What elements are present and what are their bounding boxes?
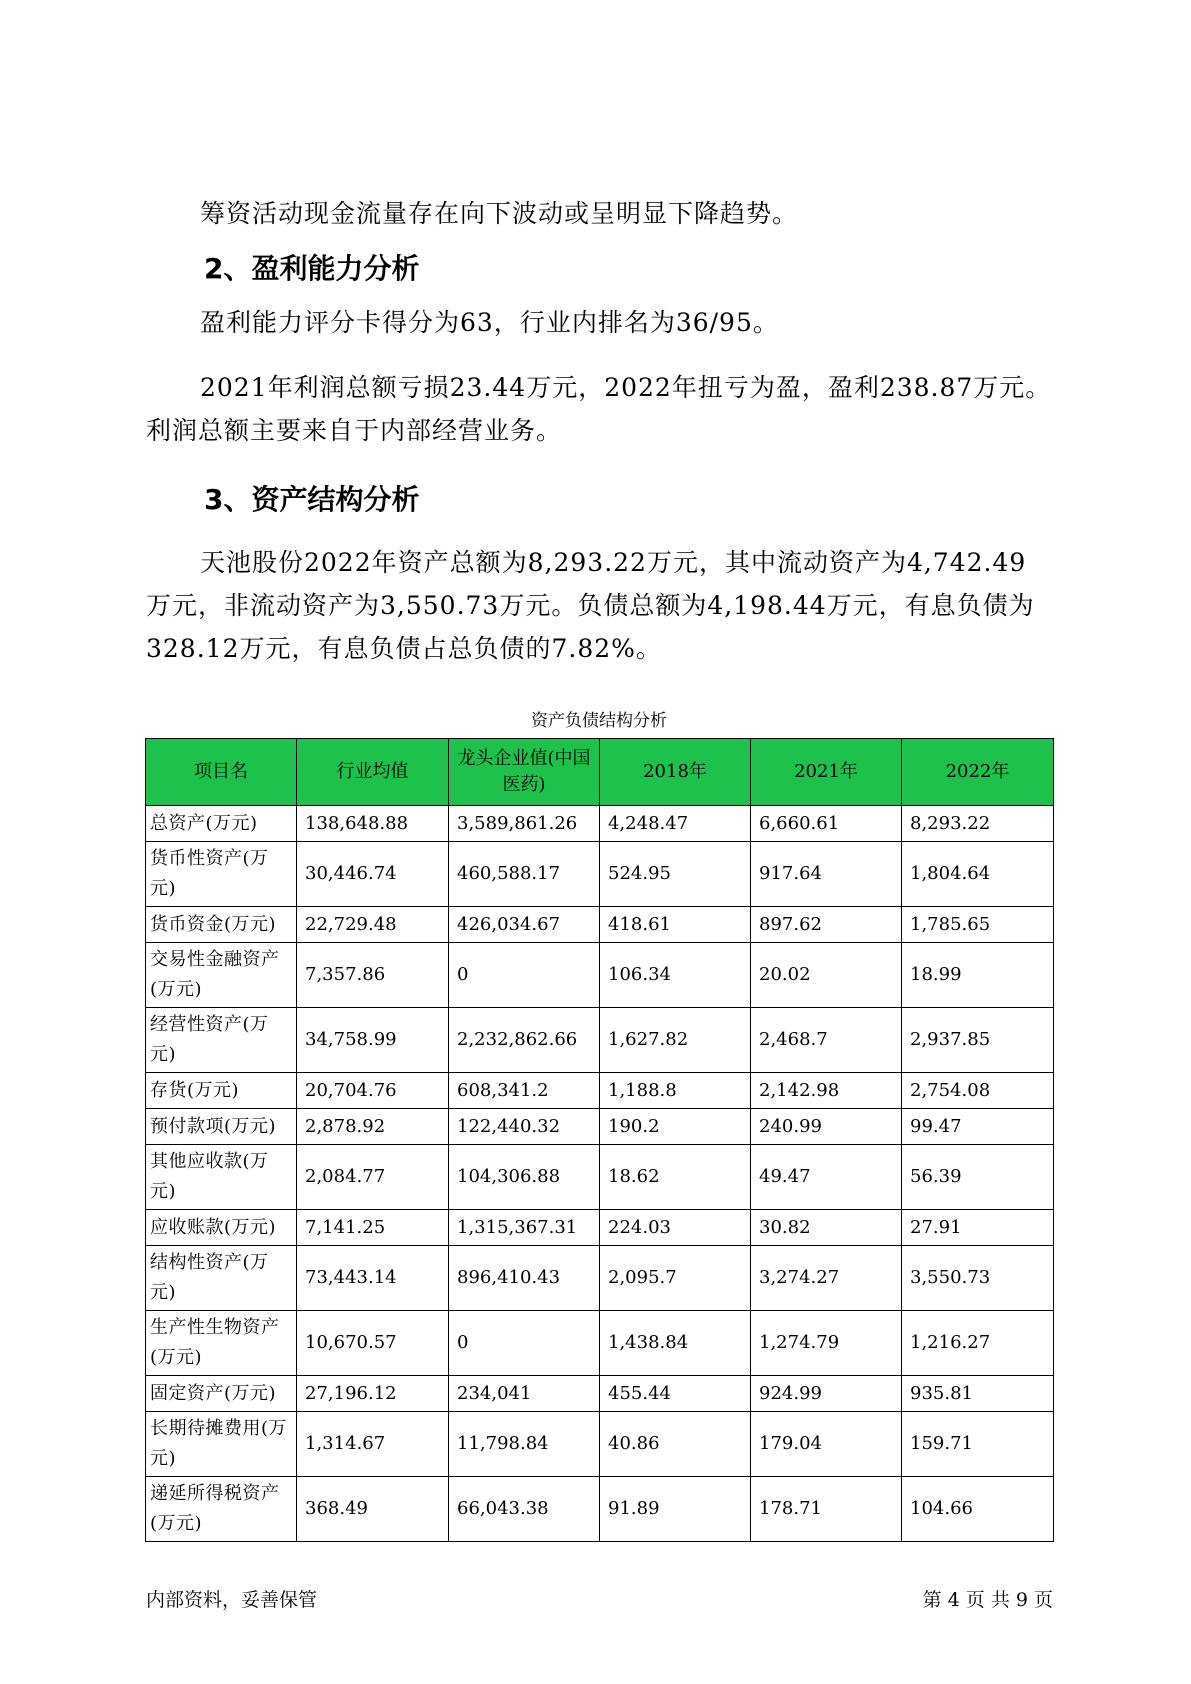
row-value-cell: 8,293.22 [902, 806, 1054, 842]
footer-confidential-note: 内部资料，妥善保管 [146, 1589, 318, 1611]
row-value-cell: 18.62 [600, 1145, 751, 1210]
paragraph-asset-detail: 天池股份2022年资产总额为8,293.22万元，其中流动资产为4,742.49万元，非流动资产为3,550.73万元。负债总额为4,198.44万元，有息负债为328.12万元，有息负债占总负债的7.82%。 [146, 548, 1035, 663]
row-value-cell: 2,142.98 [751, 1073, 902, 1109]
table-row [146, 806, 1054, 842]
row-value-cell: 27.91 [902, 1210, 1054, 1246]
row-value-cell: 190.2 [600, 1109, 751, 1145]
row-value-cell: 460,588.17 [449, 842, 600, 907]
row-item-name: 结构性资产(万元) [146, 1246, 297, 1311]
row-value-cell: 34,758.99 [297, 1008, 449, 1073]
row-value-cell: 18.99 [902, 943, 1054, 1008]
row-value-cell: 159.71 [902, 1412, 1054, 1477]
row-value-cell: 524.95 [600, 842, 751, 907]
row-item-name: 预付款项(万元) [146, 1109, 297, 1145]
row-value-cell: 240.99 [751, 1109, 902, 1145]
table-row [146, 1412, 1054, 1477]
table-header-row [146, 739, 1054, 806]
row-value-cell: 1,785.65 [902, 907, 1054, 943]
row-value-cell: 99.47 [902, 1109, 1054, 1145]
row-value-cell: 426,034.67 [449, 907, 600, 943]
row-value-cell: 30,446.74 [297, 842, 449, 907]
row-value-cell: 917.64 [751, 842, 902, 907]
paragraph-continuation: 筹资活动现金流量存在向下波动或呈明显下降趋势。 [200, 199, 799, 228]
row-value-cell: 73,443.14 [297, 1246, 449, 1311]
table-row [146, 1246, 1054, 1311]
row-item-name: 总资产(万元) [146, 806, 297, 842]
row-item-name: 交易性金融资产(万元) [146, 943, 297, 1008]
row-value-cell: 897.62 [751, 907, 902, 943]
row-value-cell: 935.81 [902, 1376, 1054, 1412]
row-value-cell: 455.44 [600, 1376, 751, 1412]
table-row [146, 1477, 1054, 1542]
row-value-cell: 0 [449, 1311, 600, 1376]
header-2022: 2022年 [902, 739, 1054, 806]
row-value-cell: 1,216.27 [902, 1311, 1054, 1376]
row-item-name: 递延所得税资产(万元) [146, 1477, 297, 1542]
row-item-name: 应收账款(万元) [146, 1210, 297, 1246]
row-value-cell: 3,589,861.26 [449, 806, 600, 842]
row-value-cell: 7,141.25 [297, 1210, 449, 1246]
row-value-cell: 66,043.38 [449, 1477, 600, 1542]
row-value-cell: 138,648.88 [297, 806, 449, 842]
row-value-cell: 106.34 [600, 943, 751, 1008]
row-value-cell: 122,440.32 [449, 1109, 600, 1145]
row-item-name: 生产性生物资产(万元) [146, 1311, 297, 1376]
row-value-cell: 20.02 [751, 943, 902, 1008]
table-row [146, 1109, 1054, 1145]
table-row [146, 1145, 1054, 1210]
row-value-cell: 924.99 [751, 1376, 902, 1412]
row-item-name: 货币资金(万元) [146, 907, 297, 943]
footer-page-number: 第 4 页 共 9 页 [922, 1589, 1053, 1611]
table-caption: 资产负债结构分析 [531, 711, 667, 731]
section-heading-profitability: 2、盈利能力分析 [204, 252, 420, 285]
paragraph-profit-score: 盈利能力评分卡得分为63，行业内排名为36/95。 [200, 308, 779, 337]
header-item-name: 项目名 [146, 739, 297, 806]
row-value-cell: 1,804.64 [902, 842, 1054, 907]
row-value-cell: 104,306.88 [449, 1145, 600, 1210]
table-row [146, 1073, 1054, 1109]
row-item-name: 固定资产(万元) [146, 1376, 297, 1412]
header-leader-value: 龙头企业值(中国医药) [449, 739, 600, 806]
table-row [146, 1008, 1054, 1073]
row-value-cell: 30.82 [751, 1210, 902, 1246]
row-item-name: 存货(万元) [146, 1073, 297, 1109]
row-item-name: 货币性资产(万元) [146, 842, 297, 907]
row-value-cell: 896,410.43 [449, 1246, 600, 1311]
row-value-cell: 91.89 [600, 1477, 751, 1542]
row-value-cell: 1,438.84 [600, 1311, 751, 1376]
row-value-cell: 178.71 [751, 1477, 902, 1542]
row-value-cell: 20,704.76 [297, 1073, 449, 1109]
row-value-cell: 49.47 [751, 1145, 902, 1210]
row-value-cell: 2,754.08 [902, 1073, 1054, 1109]
row-value-cell: 2,232,862.66 [449, 1008, 600, 1073]
row-value-cell: 3,274.27 [751, 1246, 902, 1311]
row-value-cell: 56.39 [902, 1145, 1054, 1210]
row-item-name: 长期待摊费用(万元) [146, 1412, 297, 1477]
row-value-cell: 608,341.2 [449, 1073, 600, 1109]
row-value-cell: 179.04 [751, 1412, 902, 1477]
table-row [146, 907, 1054, 943]
table-row [146, 1210, 1054, 1246]
header-2018: 2018年 [600, 739, 751, 806]
row-value-cell: 10,670.57 [297, 1311, 449, 1376]
row-value-cell: 1,315,367.31 [449, 1210, 600, 1246]
row-value-cell: 3,550.73 [902, 1246, 1054, 1311]
row-value-cell: 1,314.67 [297, 1412, 449, 1477]
row-value-cell: 2,937.85 [902, 1008, 1054, 1073]
row-value-cell: 11,798.84 [449, 1412, 600, 1477]
row-item-name: 经营性资产(万元) [146, 1008, 297, 1073]
row-value-cell: 6,660.61 [751, 806, 902, 842]
row-value-cell: 234,041 [449, 1376, 600, 1412]
section-heading-asset-structure: 3、资产结构分析 [204, 483, 420, 516]
row-value-cell: 368.49 [297, 1477, 449, 1542]
row-value-cell: 4,248.47 [600, 806, 751, 842]
row-value-cell: 224.03 [600, 1210, 751, 1246]
row-value-cell: 418.61 [600, 907, 751, 943]
row-value-cell: 2,878.92 [297, 1109, 449, 1145]
header-industry-avg: 行业均值 [297, 739, 449, 806]
paragraph-profit-detail: 2021年利润总额亏损23.44万元，2022年扭亏为盈，盈利238.87万元。利润总额主要来自于内部经营业务。 [146, 373, 1052, 445]
row-value-cell: 1,188.8 [600, 1073, 751, 1109]
row-value-cell: 1,627.82 [600, 1008, 751, 1073]
table-row [146, 842, 1054, 907]
row-value-cell: 2,468.7 [751, 1008, 902, 1073]
row-value-cell: 2,095.7 [600, 1246, 751, 1311]
row-value-cell: 1,274.79 [751, 1311, 902, 1376]
table-row [146, 1376, 1054, 1412]
balance-structure-table [145, 738, 1054, 1542]
row-value-cell: 104.66 [902, 1477, 1054, 1542]
row-item-name: 其他应收款(万元) [146, 1145, 297, 1210]
row-value-cell: 2,084.77 [297, 1145, 449, 1210]
row-value-cell: 40.86 [600, 1412, 751, 1477]
row-value-cell: 27,196.12 [297, 1376, 449, 1412]
table-row [146, 1311, 1054, 1376]
row-value-cell: 0 [449, 943, 600, 1008]
header-2021: 2021年 [751, 739, 902, 806]
row-value-cell: 7,357.86 [297, 943, 449, 1008]
row-value-cell: 22,729.48 [297, 907, 449, 943]
table-row [146, 943, 1054, 1008]
